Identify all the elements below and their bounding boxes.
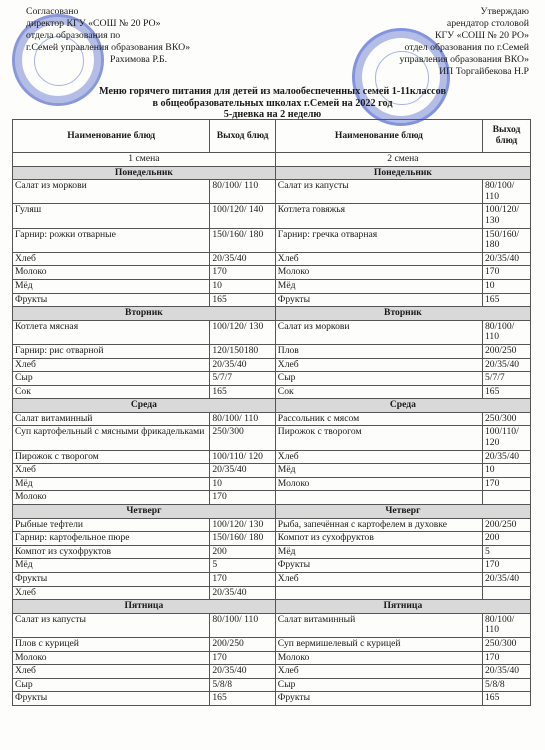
day-header-row: [13, 166, 531, 180]
dish-name-shift-2: Молоко: [275, 266, 482, 280]
portion-shift-2: 100/120/ 130: [482, 204, 530, 228]
table-row: [13, 180, 531, 204]
dish-name-shift-1: Сок: [13, 385, 210, 399]
dish-name-shift-2: Рыба, запечённая с картофелем в духовке: [275, 518, 482, 532]
agreed-line: отдела образования по: [26, 30, 121, 41]
portion-shift-2: 200/250: [482, 518, 530, 532]
dish-name-shift-2: [275, 586, 482, 600]
dish-name-shift-2: Хлеб: [275, 665, 482, 679]
dish-name-shift-1: Плов с курицей: [13, 637, 210, 651]
table-row: [13, 477, 531, 491]
table-row: [13, 426, 531, 450]
portion-shift-2: 165: [482, 293, 530, 307]
dish-name-shift-2: Рассольник с мясом: [275, 412, 482, 426]
approved-line: Утверждаю: [480, 6, 529, 17]
day-name: Пятница: [275, 600, 530, 614]
header-dish-name: Наименование блюд: [13, 120, 210, 153]
dish-name-shift-1: Гарнир: рис отварной: [13, 344, 210, 358]
dish-name-shift-2: Молоко: [275, 651, 482, 665]
table-row: [13, 573, 531, 587]
table-row: [13, 559, 531, 573]
table-row: [13, 412, 531, 426]
dish-name-shift-1: Мёд: [13, 559, 210, 573]
day-header-row: [13, 399, 531, 413]
portion-shift-1: 170: [210, 491, 275, 505]
portion-shift-2: 20/35/40: [482, 450, 530, 464]
portion-shift-2: 200: [482, 532, 530, 546]
dish-name-shift-1: Суп картофельный с мясными фрикадельками: [13, 426, 210, 450]
dish-name-shift-1: Гуляш: [13, 204, 210, 228]
dish-name-shift-1: Хлеб: [13, 665, 210, 679]
table-row: [13, 358, 531, 372]
shift-1-label: 1 смена: [13, 153, 276, 167]
day-header-row: [13, 600, 531, 614]
portion-shift-1: 100/120/ 140: [210, 204, 275, 228]
portion-shift-2: 170: [482, 651, 530, 665]
dish-name-shift-1: Фрукты: [13, 692, 210, 706]
dish-name-shift-2: Суп вермишелевый с курицей: [275, 637, 482, 651]
portion-shift-2: 20/35/40: [482, 358, 530, 372]
day-name: Понедельник: [275, 166, 530, 180]
portion-shift-2: 170: [482, 559, 530, 573]
approved-line: ИП Торгайбекова Н.Р: [439, 66, 529, 77]
portion-shift-2: 80/100/ 110: [482, 613, 530, 637]
table-row: [13, 372, 531, 386]
dish-name-shift-1: Сыр: [13, 372, 210, 386]
dish-name-shift-1: Молоко: [13, 651, 210, 665]
approved-line: управления образования ВКО»: [399, 54, 529, 65]
agreed-line: Рахимова Р.Б.: [110, 54, 168, 65]
menu-body: [13, 153, 531, 706]
dish-name-shift-1: Молоко: [13, 491, 210, 505]
portion-shift-1: 120/150180: [210, 344, 275, 358]
portion-shift-1: 200: [210, 545, 275, 559]
dish-name-shift-2: Молоко: [275, 477, 482, 491]
dish-name-shift-1: Салат витаминный: [13, 412, 210, 426]
portion-shift-1: 165: [210, 293, 275, 307]
portion-shift-1: 5/7/7: [210, 372, 275, 386]
portion-shift-2: 200/250: [482, 344, 530, 358]
dish-name-shift-1: Рыбные тефтели: [13, 518, 210, 532]
day-name: Понедельник: [13, 166, 276, 180]
dish-name-shift-2: Мёд: [275, 464, 482, 478]
table-row: [13, 266, 531, 280]
dish-name-shift-2: Плов: [275, 344, 482, 358]
header-portion: Выход блюд: [210, 120, 275, 153]
dish-name-shift-2: Хлеб: [275, 358, 482, 372]
portion-shift-2: 100/110/ 120: [482, 426, 530, 450]
portion-shift-2: 20/35/40: [482, 252, 530, 266]
dish-name-shift-2: Сыр: [275, 372, 482, 386]
table-row: [13, 532, 531, 546]
table-row: [13, 320, 531, 344]
table-row: [13, 464, 531, 478]
portion-shift-1: 80/100/ 110: [210, 412, 275, 426]
portion-shift-1: 165: [210, 692, 275, 706]
portion-shift-1: 5/8/8: [210, 678, 275, 692]
dish-name-shift-2: Пирожок с творогом: [275, 426, 482, 450]
table-row: [13, 385, 531, 399]
table-row: [13, 545, 531, 559]
portion-shift-2: 250/300: [482, 412, 530, 426]
portion-shift-1: 170: [210, 573, 275, 587]
dish-name-shift-1: Молоко: [13, 266, 210, 280]
dish-name-shift-1: Фрукты: [13, 573, 210, 587]
day-name: Вторник: [275, 307, 530, 321]
portion-shift-2: [482, 491, 530, 505]
portion-shift-2: 5: [482, 545, 530, 559]
table-row: [13, 586, 531, 600]
menu-title: [0, 86, 545, 121]
portion-shift-2: 170: [482, 477, 530, 491]
dish-name-shift-1: Гарнир: рожки отварные: [13, 228, 210, 252]
portion-shift-1: 80/100/ 110: [210, 613, 275, 637]
table-row: [13, 293, 531, 307]
shift-row: [13, 153, 531, 167]
approved-line: арендатор столовой: [446, 18, 529, 29]
table-row: [13, 252, 531, 266]
portion-shift-2: 10: [482, 279, 530, 293]
dish-name-shift-2: Компот из сухофруктов: [275, 532, 482, 546]
dish-name-shift-2: Котлета говяжья: [275, 204, 482, 228]
dish-name-shift-2: Салат витаминный: [275, 613, 482, 637]
portion-shift-2: 80/100/ 110: [482, 320, 530, 344]
shift-2-label: 2 смена: [275, 153, 530, 167]
table-row: [13, 228, 531, 252]
day-name: Четверг: [13, 505, 276, 519]
dish-name-shift-2: Хлеб: [275, 573, 482, 587]
dish-name-shift-1: Мёд: [13, 279, 210, 293]
table-row: [13, 692, 531, 706]
portion-shift-1: 5: [210, 559, 275, 573]
header-dish-name-2: Наименование блюд: [275, 120, 482, 153]
day-name: Пятница: [13, 600, 276, 614]
dish-name-shift-1: Салат из капусты: [13, 613, 210, 637]
day-header-row: [13, 505, 531, 519]
portion-shift-2: 165: [482, 692, 530, 706]
table-header-row: [13, 120, 531, 153]
dish-name-shift-2: Хлеб: [275, 252, 482, 266]
dish-name-shift-2: Фрукты: [275, 293, 482, 307]
portion-shift-1: 250/300: [210, 426, 275, 450]
portion-shift-1: 20/35/40: [210, 665, 275, 679]
menu-table: [12, 119, 531, 706]
portion-shift-2: 20/35/40: [482, 665, 530, 679]
table-row: [13, 491, 531, 505]
dish-name-shift-1: Мёд: [13, 477, 210, 491]
table-row: [13, 665, 531, 679]
agreed-line: г.Семей управления образования ВКО»: [26, 42, 191, 53]
dish-name-shift-2: Мёд: [275, 545, 482, 559]
portion-shift-1: 100/110/ 120: [210, 450, 275, 464]
agreed-block: [26, 6, 266, 66]
day-name: Четверг: [275, 505, 530, 519]
portion-shift-1: 20/35/40: [210, 586, 275, 600]
dish-name-shift-2: [275, 491, 482, 505]
portion-shift-1: 20/35/40: [210, 464, 275, 478]
portion-shift-2: 5/7/7: [482, 372, 530, 386]
portion-shift-1: 10: [210, 279, 275, 293]
title-line-1: Меню горячего питания для детей из малообеспеченных семей 1-11классов: [99, 86, 446, 97]
dish-name-shift-1: Салат из моркови: [13, 180, 210, 204]
dish-name-shift-2: Фрукты: [275, 692, 482, 706]
portion-shift-1: 100/120/ 130: [210, 518, 275, 532]
approved-block: [339, 6, 529, 78]
day-header-row: [13, 307, 531, 321]
dish-name-shift-2: Сок: [275, 385, 482, 399]
dish-name-shift-2: Мёд: [275, 279, 482, 293]
dish-name-shift-1: Котлета мясная: [13, 320, 210, 344]
table-row: [13, 344, 531, 358]
table-row: [13, 613, 531, 637]
portion-shift-1: 150/160/ 180: [210, 228, 275, 252]
table-row: [13, 518, 531, 532]
dish-name-shift-2: Салат из капусты: [275, 180, 482, 204]
table-row: [13, 450, 531, 464]
portion-shift-1: 20/35/40: [210, 358, 275, 372]
portion-shift-1: 20/35/40: [210, 252, 275, 266]
dish-name-shift-1: Гарнир: картофельное пюре: [13, 532, 210, 546]
portion-shift-1: 200/250: [210, 637, 275, 651]
dish-name-shift-2: Гарнир: гречка отварная: [275, 228, 482, 252]
dish-name-shift-1: Сыр: [13, 678, 210, 692]
agreed-line: директор КГУ «СОШ № 20 РО»: [26, 18, 161, 29]
portion-shift-2: 5/8/8: [482, 678, 530, 692]
portion-shift-1: 100/120/ 130: [210, 320, 275, 344]
portion-shift-2: 80/100/ 110: [482, 180, 530, 204]
portion-shift-1: 170: [210, 266, 275, 280]
agreed-line: Согласовано: [26, 6, 79, 17]
approved-line: КГУ «СОШ № 20 РО»: [434, 30, 529, 41]
table-row: [13, 637, 531, 651]
portion-shift-2: 165: [482, 385, 530, 399]
portion-shift-2: [482, 586, 530, 600]
dish-name-shift-1: Хлеб: [13, 358, 210, 372]
table-row: [13, 678, 531, 692]
day-name: Среда: [275, 399, 530, 413]
portion-shift-2: 250/300: [482, 637, 530, 651]
table-row: [13, 204, 531, 228]
table-row: [13, 279, 531, 293]
portion-shift-2: 150/160/ 180: [482, 228, 530, 252]
portion-shift-1: 165: [210, 385, 275, 399]
portion-shift-2: 10: [482, 464, 530, 478]
portion-shift-1: 80/100/ 110: [210, 180, 275, 204]
dish-name-shift-1: Пирожок с творогом: [13, 450, 210, 464]
dish-name-shift-1: Хлеб: [13, 586, 210, 600]
approval-header: [12, 6, 529, 96]
portion-shift-1: 150/160/ 180: [210, 532, 275, 546]
dish-name-shift-1: Хлеб: [13, 464, 210, 478]
day-name: Среда: [13, 399, 276, 413]
approved-line: отдел образования по г.Семей: [404, 42, 529, 53]
dish-name-shift-1: Фрукты: [13, 293, 210, 307]
title-line-2: в общеобразовательных школах г.Семей на 2022 год: [152, 97, 393, 109]
portion-shift-1: 10: [210, 477, 275, 491]
dish-name-shift-1: Компот из сухофруктов: [13, 545, 210, 559]
header-portion-2: Выход блюд: [482, 120, 530, 153]
dish-name-shift-1: Хлеб: [13, 252, 210, 266]
dish-name-shift-2: Сыр: [275, 678, 482, 692]
dish-name-shift-2: Хлеб: [275, 450, 482, 464]
table-row: [13, 651, 531, 665]
dish-name-shift-2: Фрукты: [275, 559, 482, 573]
dish-name-shift-2: Салат из моркови: [275, 320, 482, 344]
portion-shift-1: 170: [210, 651, 275, 665]
portion-shift-2: 170: [482, 266, 530, 280]
title-line-3: 5-дневка на 2 неделю: [223, 109, 322, 120]
day-name: Вторник: [13, 307, 276, 321]
portion-shift-2: 20/35/40: [482, 573, 530, 587]
